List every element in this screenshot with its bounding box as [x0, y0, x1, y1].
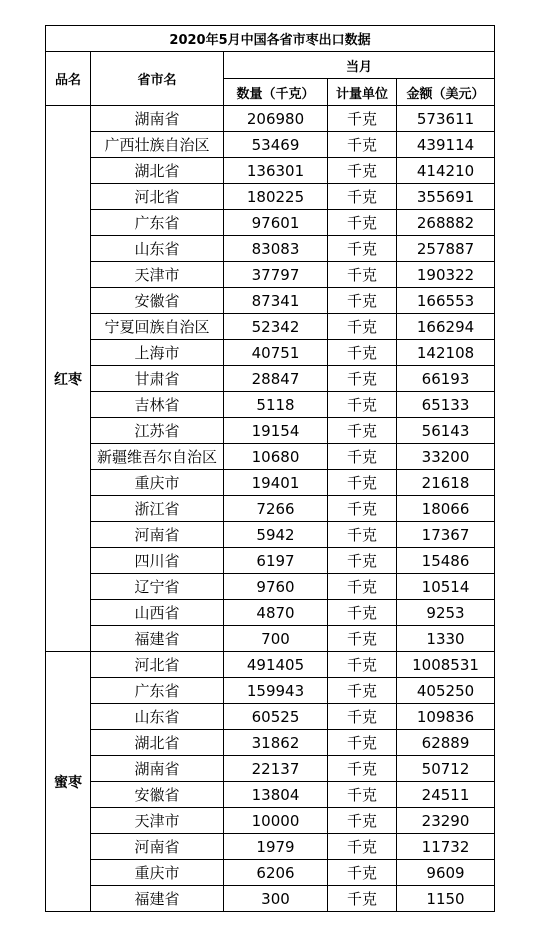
table-row	[46, 158, 495, 184]
unit-cell: 千克	[328, 496, 397, 522]
quantity-cell: 300	[224, 886, 328, 912]
table-row	[46, 106, 495, 132]
province-cell: 湖南省	[91, 756, 224, 782]
amount-cell: 1150	[397, 886, 495, 912]
province-cell: 上海市	[91, 340, 224, 366]
province-cell: 湖南省	[91, 106, 224, 132]
amount-cell: 56143	[397, 418, 495, 444]
province-cell: 吉林省	[91, 392, 224, 418]
unit-cell: 千克	[328, 886, 397, 912]
unit-cell: 千克	[328, 860, 397, 886]
province-cell: 广东省	[91, 210, 224, 236]
unit-cell: 千克	[328, 522, 397, 548]
unit-cell: 千克	[328, 288, 397, 314]
header-province: 省市名	[91, 52, 224, 106]
table-row	[46, 288, 495, 314]
amount-cell: 65133	[397, 392, 495, 418]
table-row	[46, 366, 495, 392]
province-cell: 安徽省	[91, 288, 224, 314]
unit-cell: 千克	[328, 262, 397, 288]
unit-cell: 千克	[328, 574, 397, 600]
table-row	[46, 522, 495, 548]
province-cell: 河北省	[91, 652, 224, 678]
table-row	[46, 730, 495, 756]
amount-cell: 18066	[397, 496, 495, 522]
unit-cell: 千克	[328, 548, 397, 574]
province-cell: 湖北省	[91, 158, 224, 184]
table-row	[46, 652, 495, 678]
province-cell: 天津市	[91, 262, 224, 288]
quantity-cell: 31862	[224, 730, 328, 756]
quantity-cell: 180225	[224, 184, 328, 210]
province-cell: 山东省	[91, 704, 224, 730]
table-row	[46, 184, 495, 210]
province-cell: 河北省	[91, 184, 224, 210]
amount-cell: 11732	[397, 834, 495, 860]
category-cell: 红枣	[46, 106, 91, 652]
quantity-cell: 206980	[224, 106, 328, 132]
table-row	[46, 236, 495, 262]
amount-cell: 23290	[397, 808, 495, 834]
quantity-cell: 40751	[224, 340, 328, 366]
table-row	[46, 496, 495, 522]
unit-cell: 千克	[328, 158, 397, 184]
province-cell: 江苏省	[91, 418, 224, 444]
province-cell: 甘肃省	[91, 366, 224, 392]
quantity-cell: 60525	[224, 704, 328, 730]
quantity-cell: 6206	[224, 860, 328, 886]
table-row	[46, 808, 495, 834]
quantity-cell: 28847	[224, 366, 328, 392]
unit-cell: 千克	[328, 730, 397, 756]
table-body	[46, 106, 495, 912]
unit-cell: 千克	[328, 184, 397, 210]
table-row	[46, 314, 495, 340]
amount-cell: 1330	[397, 626, 495, 652]
table-row	[46, 210, 495, 236]
quantity-cell: 136301	[224, 158, 328, 184]
quantity-cell: 87341	[224, 288, 328, 314]
province-cell: 安徽省	[91, 782, 224, 808]
quantity-cell: 97601	[224, 210, 328, 236]
province-cell: 湖北省	[91, 730, 224, 756]
header-quantity: 数量（千克）	[224, 79, 328, 106]
amount-cell: 439114	[397, 132, 495, 158]
table-row	[46, 132, 495, 158]
table-row	[46, 704, 495, 730]
amount-cell: 109836	[397, 704, 495, 730]
quantity-cell: 37797	[224, 262, 328, 288]
unit-cell: 千克	[328, 470, 397, 496]
unit-cell: 千克	[328, 678, 397, 704]
amount-cell: 17367	[397, 522, 495, 548]
amount-cell: 33200	[397, 444, 495, 470]
quantity-cell: 7266	[224, 496, 328, 522]
amount-cell: 62889	[397, 730, 495, 756]
province-cell: 广西壮族自治区	[91, 132, 224, 158]
province-cell: 山西省	[91, 600, 224, 626]
amount-cell: 1008531	[397, 652, 495, 678]
unit-cell: 千克	[328, 236, 397, 262]
amount-cell: 257887	[397, 236, 495, 262]
amount-cell: 414210	[397, 158, 495, 184]
table-row	[46, 574, 495, 600]
quantity-cell: 491405	[224, 652, 328, 678]
unit-cell: 千克	[328, 340, 397, 366]
table-row	[46, 678, 495, 704]
quantity-cell: 9760	[224, 574, 328, 600]
unit-cell: 千克	[328, 366, 397, 392]
table-row	[46, 886, 495, 912]
province-cell: 宁夏回族自治区	[91, 314, 224, 340]
amount-cell: 268882	[397, 210, 495, 236]
quantity-cell: 10000	[224, 808, 328, 834]
table-row	[46, 262, 495, 288]
amount-cell: 10514	[397, 574, 495, 600]
amount-cell: 405250	[397, 678, 495, 704]
unit-cell: 千克	[328, 392, 397, 418]
table-row	[46, 444, 495, 470]
table-row	[46, 834, 495, 860]
province-cell: 河南省	[91, 834, 224, 860]
quantity-cell: 700	[224, 626, 328, 652]
unit-cell: 千克	[328, 756, 397, 782]
quantity-cell: 53469	[224, 132, 328, 158]
quantity-cell: 5118	[224, 392, 328, 418]
header-month: 当月	[224, 52, 495, 79]
unit-cell: 千克	[328, 132, 397, 158]
province-cell: 重庆市	[91, 860, 224, 886]
province-cell: 河南省	[91, 522, 224, 548]
unit-cell: 千克	[328, 600, 397, 626]
quantity-cell: 4870	[224, 600, 328, 626]
amount-cell: 50712	[397, 756, 495, 782]
amount-cell: 573611	[397, 106, 495, 132]
province-cell: 重庆市	[91, 470, 224, 496]
table-row	[46, 418, 495, 444]
unit-cell: 千克	[328, 444, 397, 470]
province-cell: 广东省	[91, 678, 224, 704]
table-row	[46, 548, 495, 574]
header-unit: 计量单位	[328, 79, 397, 106]
quantity-cell: 159943	[224, 678, 328, 704]
unit-cell: 千克	[328, 626, 397, 652]
quantity-cell: 1979	[224, 834, 328, 860]
amount-cell: 166294	[397, 314, 495, 340]
quantity-cell: 19401	[224, 470, 328, 496]
unit-cell: 千克	[328, 210, 397, 236]
unit-cell: 千克	[328, 834, 397, 860]
amount-cell: 66193	[397, 366, 495, 392]
province-cell: 天津市	[91, 808, 224, 834]
province-cell: 辽宁省	[91, 574, 224, 600]
quantity-cell: 83083	[224, 236, 328, 262]
unit-cell: 千克	[328, 782, 397, 808]
province-cell: 新疆维吾尔自治区	[91, 444, 224, 470]
province-cell: 山东省	[91, 236, 224, 262]
table-row	[46, 470, 495, 496]
unit-cell: 千克	[328, 704, 397, 730]
quantity-cell: 19154	[224, 418, 328, 444]
amount-cell: 142108	[397, 340, 495, 366]
quantity-cell: 6197	[224, 548, 328, 574]
unit-cell: 千克	[328, 314, 397, 340]
table-row	[46, 340, 495, 366]
amount-cell: 21618	[397, 470, 495, 496]
category-cell: 蜜枣	[46, 652, 91, 912]
quantity-cell: 10680	[224, 444, 328, 470]
amount-cell: 166553	[397, 288, 495, 314]
table-row	[46, 600, 495, 626]
unit-cell: 千克	[328, 808, 397, 834]
header-amount: 金额（美元）	[397, 79, 495, 106]
unit-cell: 千克	[328, 652, 397, 678]
table-row	[46, 782, 495, 808]
quantity-cell: 5942	[224, 522, 328, 548]
province-cell: 福建省	[91, 626, 224, 652]
quantity-cell: 13804	[224, 782, 328, 808]
amount-cell: 15486	[397, 548, 495, 574]
amount-cell: 9253	[397, 600, 495, 626]
amount-cell: 190322	[397, 262, 495, 288]
province-cell: 四川省	[91, 548, 224, 574]
unit-cell: 千克	[328, 418, 397, 444]
table-row	[46, 860, 495, 886]
amount-cell: 355691	[397, 184, 495, 210]
province-cell: 浙江省	[91, 496, 224, 522]
quantity-cell: 22137	[224, 756, 328, 782]
quantity-cell: 52342	[224, 314, 328, 340]
table-row	[46, 392, 495, 418]
export-table	[45, 25, 495, 912]
table-row	[46, 756, 495, 782]
province-cell: 福建省	[91, 886, 224, 912]
amount-cell: 9609	[397, 860, 495, 886]
amount-cell: 24511	[397, 782, 495, 808]
header-category: 品名	[46, 52, 91, 106]
table-title: 2020年5月中国各省市枣出口数据	[46, 26, 495, 52]
unit-cell: 千克	[328, 106, 397, 132]
table-row	[46, 626, 495, 652]
